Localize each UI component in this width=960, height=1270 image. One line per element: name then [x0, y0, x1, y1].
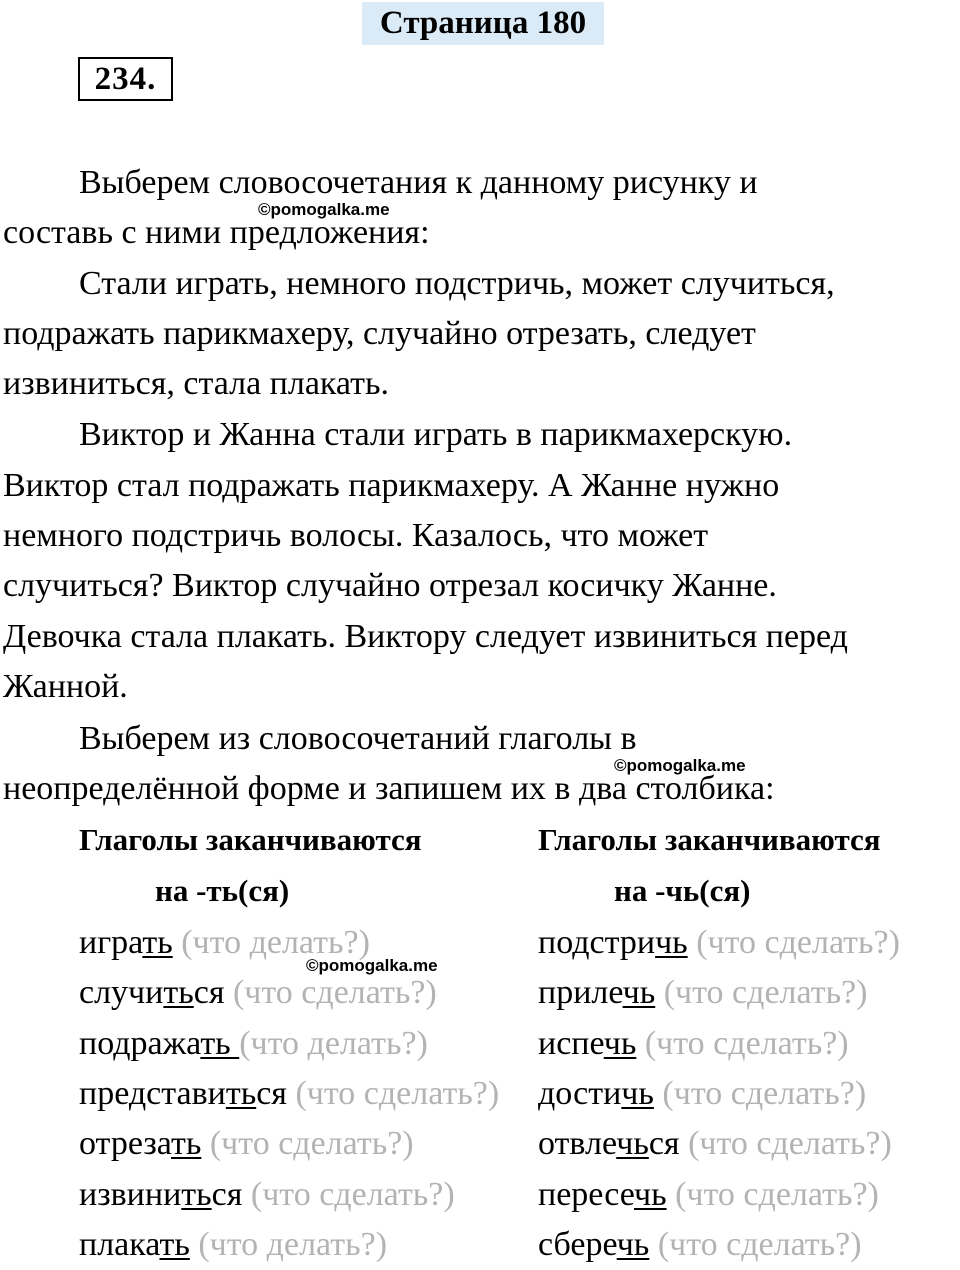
paragraph-3-line-2: Виктор стал подражать парикмахеру. А Жанне нужно	[3, 467, 780, 504]
right-column-heading-line-1: Глаголы заканчиваются	[538, 822, 881, 857]
verb-ending: ть	[159, 1226, 190, 1263]
verb-ending: чь	[621, 1075, 654, 1112]
verb-question: (что сделать?)	[649, 1226, 862, 1263]
verb-prefix: с	[538, 1226, 554, 1263]
left-verb-item	[79, 1170, 455, 1220]
verb-suffix: ся	[256, 1075, 287, 1112]
verb-stem: случи	[79, 974, 164, 1011]
verb-ending: ть	[225, 1075, 257, 1112]
verb-question: (что сделать?)	[679, 1125, 892, 1162]
page-title: Страница 180	[362, 2, 604, 45]
verb-question: (что сделать?)	[201, 1125, 414, 1162]
verb-stem: отвле	[538, 1125, 617, 1162]
task-number-badge: 234.	[78, 57, 173, 101]
left-column-heading-line-2: на -ть(ся)	[155, 873, 290, 908]
paragraph-4-line-1: Выберем из словосочетаний глаголы в	[79, 720, 637, 757]
left-verb-item	[79, 918, 370, 968]
right-verb-item	[538, 918, 900, 968]
right-column-heading-line-2: на -чь(ся)	[614, 873, 751, 908]
verb-stem: бере	[553, 1226, 617, 1263]
paragraph-3-line-3: немного подстричь волосы. Казалось, что может	[3, 517, 709, 554]
verb-question: (что сделать?)	[242, 1176, 455, 1213]
paragraph-2-line-2: подражать парикмахеру, случайно отрезать, следует	[3, 315, 756, 352]
verb-question: (что делать?)	[189, 1226, 388, 1263]
left-column-heading-line-1: Глаголы заканчиваются	[79, 822, 422, 857]
verb-ending: чь	[622, 974, 656, 1011]
right-verb-item	[538, 968, 868, 1018]
right-verb-item	[538, 1170, 879, 1220]
verb-ending: ть	[200, 1025, 240, 1062]
verb-question: (что делать?)	[172, 924, 370, 961]
watermark: ©pomogalka.me	[614, 756, 746, 775]
right-verb-item	[538, 1220, 862, 1270]
left-verb-item	[79, 968, 437, 1018]
paragraph-1-line-2: составь с ними предложения:	[3, 214, 430, 251]
verb-stem: подража	[79, 1025, 201, 1062]
verb-stem: подстри	[538, 924, 656, 961]
verb-ending: ть	[170, 1125, 202, 1162]
verb-ending: чь	[603, 1025, 637, 1062]
verb-question: (что сделать?)	[286, 1075, 500, 1112]
watermark: ©pomogalka.me	[306, 956, 438, 975]
verb-question: (что сделать?)	[655, 974, 868, 1011]
left-verb-item	[79, 1220, 387, 1270]
paragraph-1-line-1: Выберем словосочетания к данному рисунку и	[79, 164, 758, 201]
paragraph-3-line-1: Виктор и Жанна стали играть в парикмахерскую.	[79, 416, 793, 453]
verb-suffix: ся	[193, 974, 225, 1011]
right-verb-item	[538, 1019, 849, 1069]
paragraph-4-line-2: неопределённой форме и запишем их в два столбика:	[3, 770, 775, 807]
paragraph-3-line-6: Жанной.	[3, 668, 128, 705]
left-verb-item	[79, 1019, 428, 1069]
verb-ending: ть	[142, 924, 173, 961]
verb-question: (что сделать?)	[666, 1176, 879, 1213]
left-verb-item	[79, 1119, 414, 1169]
verb-suffix: ся	[648, 1125, 680, 1162]
paragraph-3-line-4: случиться? Виктор случайно отрезал косичку Жанне.	[3, 567, 777, 604]
left-verb-item	[79, 1069, 499, 1119]
verb-stem: отреза	[79, 1125, 171, 1162]
paragraph-2-line-1: Стали играть, немного подстричь, может случиться,	[79, 265, 835, 302]
verb-stem: пересе	[538, 1176, 634, 1213]
verb-stem: приле	[538, 974, 623, 1011]
verb-stem: испе	[538, 1025, 604, 1062]
verb-ending: чь	[616, 1125, 649, 1162]
verb-stem: плака	[79, 1226, 160, 1263]
verb-stem: дости	[538, 1075, 622, 1112]
right-verb-item	[538, 1119, 892, 1169]
verb-question: (что сделать?)	[653, 1075, 867, 1112]
verb-suffix: ся	[211, 1176, 243, 1213]
verb-ending: ть	[181, 1176, 212, 1213]
paragraph-2-line-3: извиниться, стала плакать.	[3, 365, 390, 402]
verb-question: (что сделать?)	[636, 1025, 849, 1062]
verb-ending: ть	[163, 974, 194, 1011]
watermark: ©pomogalka.me	[258, 200, 390, 219]
verb-ending: чь	[616, 1226, 650, 1263]
verb-ending: чь	[633, 1176, 667, 1213]
verb-stem: извини	[79, 1176, 182, 1213]
verb-ending: чь	[655, 924, 688, 961]
verb-question: (что делать?)	[239, 1025, 428, 1062]
paragraph-3-line-5: Девочка стала плакать. Виктору следует извиниться перед	[3, 618, 848, 655]
verb-stem: игра	[79, 924, 143, 961]
verb-question: (что сделать?)	[224, 974, 437, 1011]
right-verb-item	[538, 1069, 866, 1119]
verb-question: (что сделать?)	[687, 924, 900, 961]
verb-stem: представи	[79, 1075, 226, 1112]
